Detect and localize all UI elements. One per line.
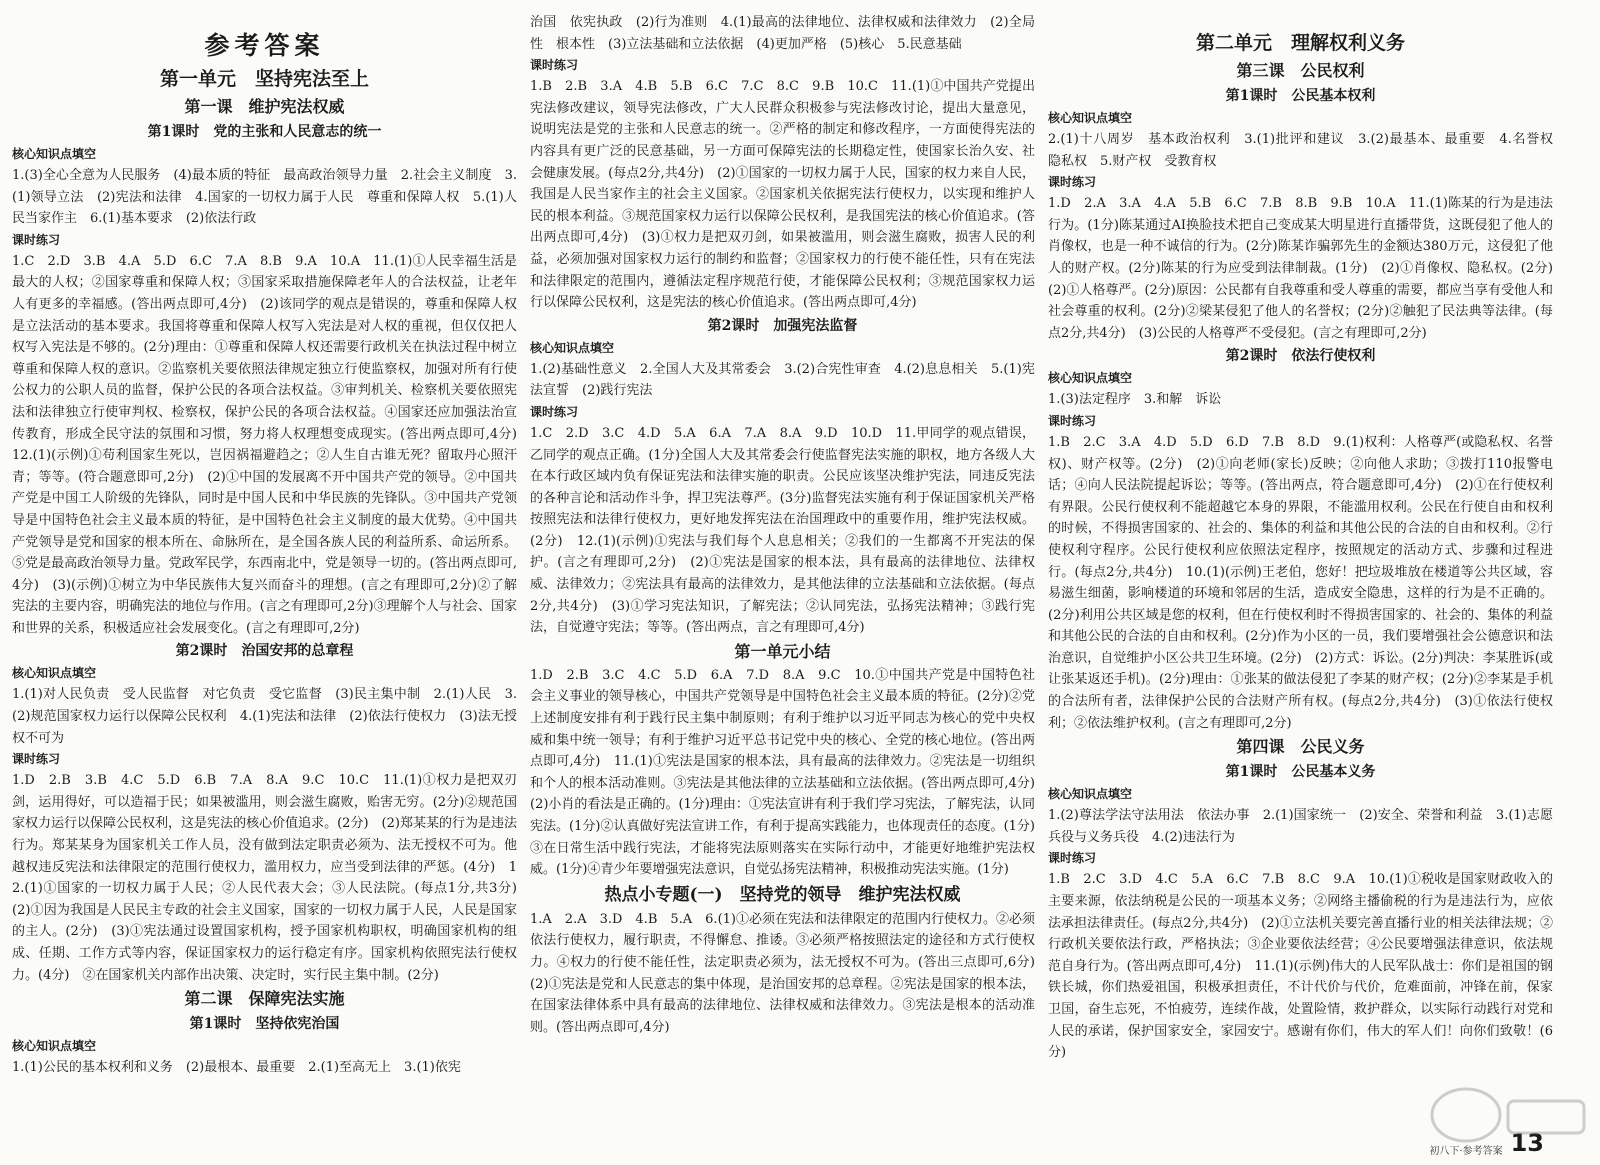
body-text: 1.B 2.C 3.D 4.C 5.A 6.C 7.B 8.C 9.A 10.(1)①税收是国家财政收入的主要来源，依法纳税是公民的一项基本义务；②网络主播偷税的行为是违法行为，应依法承担法律责任。(每点2分,共4分) (2)①立法机关要完善直播行业的相关法律法规；②行政机关要依法行政，严格执法；③企业要依法经营；④公民要增强法律意识，依法规范自身行为。(答出两点即可,4分) 11.(1)(示例)伟大的人民军队战士：你们是祖国的钢铁长城，你们热爱祖国，积极承担责任，不计代价与代价，危难面前，冲锋在前，保家卫国，奋生忘死，不怕疲劳，连续作战，处置险情，救护群众，以实际行动践行对党和人民的承诺，保护国家安全，家园安宁。感谢有你们，伟大的军人们！向你们致敬！(6分): [1048, 872, 1553, 1061]
section-label: 课时练习: [12, 232, 61, 247]
period-heading: 第2课时 治国安邦的总章程: [175, 643, 354, 660]
body-text: 1.B 2.B 3.A 4.B 5.B 6.C 7.C 8.C 9.B 10.C 11.(1)①中国共产党提出宪法修改建议，领导宪法修改，广大人民群众积极参与宪法修改讨论，提出大量意见，说明宪法是党的主张和人民意志的统一。②严格的制定和修改程序，一方面使得宪法的内容具有更广泛的民意基础，另一方面可保障宪法的长期稳定性，使国家长治久安、社会健康发展。(每点2分,共4分) (2)①国家的一切权力属于人民，国家的权力来自人民，我国是人民当家作主的社会主义国家。②国家机关依据宪法行使权力，以实现和维护人民的根本利益。③规范国家权力运行以保障公民权利，是我国宪法的核心价值追求。(答出两点即可,4分) (3)①权力是把双刃剑，如果被滥用，则会滋生腐败，损害人民的利益，必须加强对国家权力运行的制约和监督；②国家权力的行使不能任性，只有在宪法和法律限定的范围内，遵循法定程序规范行使，才能保障公民权利；③规范国家权力运行以保障公民权利，这是宪法的核心价值追求。(答出两点即可,4分): [530, 79, 1035, 311]
body-text: 1.D 2.B 3.C 4.C 5.D 6.A 7.D 8.A 9.C 10.①中国共产党是中国特色社会主义事业的领导核心，中国共产党领导是中国特色社会主义最本质的特征。(2分)②党上述制度安排有利于践行民主集中制原则；有利于维护以习近平同志为核心的党中央权威和集中统一领导；有利于维护习近平总书记党中央的核心、全党的核心地位。(答出两点即可,4分) 11.(1)①宪法是国家的根本法，具有最高的法律效力。②宪法是一切组织和个人的根本活动准则。③宪法是其他法律的立法基础和立法依据。(答出两点即可,4分) (2)小肖的看法是正确的。(1分)理由：①宪法宣讲有利于我们学习宪法，了解宪法，认同宪法。(1分)②认真做好宪法宣讲工作，有利于提高实践能力，也体现责任的态度。(1分)③在日常生活中践行宪法，才能将宪法原则落实在实际行动中，才能更好地维护宪法权威。(1分)④青少年要增强宪法意识，自觉弘扬宪法精神，积极推动宪法实施。(1分): [530, 667, 1049, 878]
section-label: 核心知识点填空: [1048, 371, 1133, 386]
special-topic-heading: 热点小专题(一) 坚持党的领导 维护宪法权威: [604, 884, 961, 905]
body-text: 1.(2)尊法学法守法用法 依法办事 2.(1)国家统一 (2)安全、荣誉和利益 3.(1)志愿兵役与义务兵役 4.(2)违法行为: [1048, 808, 1553, 845]
period-heading: 第1课时 党的主张和人民意志的统一: [147, 124, 382, 140]
section-label: 核心知识点填空: [1048, 787, 1133, 802]
answer-column-2: [530, 0, 1049, 1165]
section-label: 核心知识点填空: [12, 666, 97, 681]
period-heading: 第1课时 坚持依宪治国: [189, 1016, 340, 1033]
section-label: 核心知识点填空: [530, 340, 615, 355]
body-text: 1.A 2.A 3.D 4.B 5.A 6.(1)①必须在宪法和法律限定的范围内行使权力。②必须依法行使权力，履行职责，不得懈怠、推诿。③必须严格按照法定的途径和方式行使权力。④权力的行使不能任性，法定职责必须为，法无授权不可为。(答出三点即可,6分) (2)①宪法是党和人民意志的集中体现，是治国安邦的总章程。②宪法是国家的根本法，在国家法律体系中具有最高的法律地位、法律权威和法律效力。③宪法是根本的活动准则。(答出两点即可,4分): [530, 911, 1049, 1035]
answer-column-1: [12, 0, 531, 1165]
lesson-heading: 第二课 保障宪法实施: [184, 989, 345, 1009]
body-text: 1.D 2.B 3.B 4.C 5.D 6.B 7.A 8.A 9.C 10.C 11.(1)①权力是把双刃剑，运用得好，可以造福于民；如果被滥用，则会滋生腐败，贻害无穷。(2分)②规范国家权力运行以保障公民权利，这是宪法的核心价值追求。(2分) (2)郑某某的行为是违法行为。郑某某身为国家机关工作人员，没有做到法定职责必须为、法无授权不可为。他越权违反宪法和法律限定的范围行使权力，滥用权力，应当受到法律的严惩。(4分) 12.(1)①国家的一切权力属于人民；②人民代表大会；③人民法院。(每点1分,共3分) (2)①因为我国是人民民主专政的社会主义国家，国家的一切权力属于人民，人民是国家的主人。(2分) (3)①宪法通过设置国家机构，授予国家机构职权，明确国家机构的组成、任期、工作方式等内容，保证国家权力的运行稳定有序。国家机构依照宪法行使权力。(4分) ②在国家机关内部作出决策、决定时，实行民主集中制。(2分): [12, 773, 531, 983]
body-text: 1.(1)公民的基本权利和义务 (2)最根本、最重要 2.(1)至高无上 3.(1)依宪: [12, 1060, 461, 1076]
document-title: 参考答案: [204, 31, 325, 60]
body-text: 1.D 2.A 3.A 4.A 5.B 6.C 7.B 8.B 9.B 10.A 11.(1)陈某的行为是违法行为。(1分)陈某通过AI换脸技术把自己变成某大明星进行直播带货，这既侵犯了他人的肖像权，也是一种不诚信的行为。(2分)陈某诈骗郭先生的金额达380万元，这侵犯了他人的财产权。(2分)陈某的行为应受到法律制裁。(1分) (2)①肖像权、隐私权。(2分) (2)①人格尊严。(2分)原因：公民都有自我尊重和受人尊重的需要，都应当享有受他人和社会尊重的权利。(2分)②梁某侵犯了他人的名誉权；(2分)②触犯了民法典等法律。(每点2分,共4分) (3)公民的人格尊严不受侵犯。(言之有理即可,2分): [1048, 196, 1567, 341]
body-text: 1.B 2.C 3.A 4.D 5.D 6.D 7.B 8.D 9.(1)权利：人格尊严(或隐私权、名誉权)、财产权等。(2分) (2)①向老师(家长)反映；②向他人求助；③拨打110报警电话；④向人民法院提起诉讼；等等。(答出两点，符合题意即可,4分) (2)①在行使权利有界限。公民行使权利不能超越它本身的界限，不能滥用权利。公民在行使自由和权利的时候，不得损害国家的、社会的、集体的利益和其他公民的合法的自由和权利。②行使权利守程序。公民行使权利应依照法定程序，按照规定的活动方式、步骤和过程进行。(每点2分,共4分) 10.(1)(示例)王老伯，您好！把垃圾堆放在楼道等公共区域，容易滋生细菌，影响楼道的环境和邻居的生活，造成安全隐患，这样的行为是不正确的。(2分)利用公共区域是您的权利，但在行使权利时不得损害国家的、社会的、集体的利益和其他公民的合法的自由和权利。(2分)作为小区的一员，我们要增强社会公德意识和法治意识，自觉维护小区公共卫生环境。(2分) (2)方式：诉讼。(2分)判决：李某胜诉(或让张某返还手机)。(2分)理由：①张某的做法侵犯了李某的财产权；(2分)②李某是手机的合法所有者，法律保护公民的合法财产所有权。(每点2分,共4分) (3)①依法行使权利；②依法维护权利。(言之有理即可,2分): [1048, 434, 1553, 731]
lesson-heading: 第一单元小结: [734, 641, 831, 661]
body-text: 1.(2)基础性意义 2.全国人大及其常委会 3.(2)合宪性审查 4.(2)息息相关 5.(1)宪法宣誓 (2)践行宪法: [530, 361, 1035, 399]
section-label: 课时练习: [12, 752, 61, 767]
section-label: 课时练习: [1048, 851, 1097, 866]
section-label: 课时练习: [1048, 175, 1097, 190]
body-text: 1.C 2.D 3.B 4.A 5.D 6.C 7.A 8.B 9.A 10.A 11.(1)①人民幸福生活是最大的人权；②国家尊重和保障人权；③国家采取措施保障老年人的合法权益，让老年人有更多的幸福感。(答出两点即可,4分) (2)该同学的观点是错误的，尊重和保障人权是立法活动的基本要求。我国将尊重和保障人权写入宪法是对人权的重视，但仅仅把人权写入宪法是不够的。(2分)理由：①尊重和保障人权还需要行政机关在执法过程中树立尊重和保障人权的意识。②监察机关要依照法律规定独立行使监察权，加强对所有行使公权力的公职人员的监督，保护公民的各项合法权益。③审判机关、检察机关要依照宪法和法律独立行使审判权、检察权，保护公民的各项合法权益。④国家还应加强法治宣传教育，形成全民守法的氛围和习惯，努力将人权理想变成现实。(答出两点即可,4分) 12.(1)(示例)①苟利国家生死以，岂因祸福避趋之；②人生自古谁无死？留取丹心照汗青；等等。(符合题意即可,2分) (2)①中国的发展离不开中国共产党的领导。②中国共产党是中国工人阶级的先锋队，同时是中国人民和中华民族的先锋队。③中国共产党领导是中国特色社会主义最本质的特征，是中国特色社会主义制度的最大优势。④中国共产党领导是党和国家的根本所在、命脉所在，是全国各族人民的利益所系、命运所系。⑤党是最高政治领导力量。党政军民学，东西南北中，党是领导一切的。(答出两点即可,4分) (3)(示例)①树立为中华民族伟大复兴而奋斗的理想。(言之有理即可,2分)②了解宪法的主要内容，明确宪法的地位与作用。(言之有理即可,2分)③理解个人与社会、国家和世界的关系，积极适应社会发展变化。(言之有理即可,2分): [12, 253, 531, 636]
body-text: 1.(3)法定程序 3.和解 诉讼: [1048, 392, 1222, 408]
body-text: 1.(1)对人民负责 受人民监督 对它负责 受它监督 (3)民主集中制 2.(1)人民 3.(2)规范国家权力运行以保障公民权利 4.(1)宪法和法律 (2)依法行使权力 (3)法无授权不可为: [12, 687, 517, 746]
period-heading: 第1课时 公民基本义务: [1225, 764, 1376, 781]
period-heading: 第2课时 依法行使权利: [1225, 348, 1376, 365]
body-text: 1.(3)全心全意为人民服务 (4)最本质的特征 最高政治领导力量 2.社会主义制度 3.(1)领导立法 (2)宪法和法律 4.国家的一切权力属于人民 尊重和保障人权 5.(1)人民当家作主 6.(1)基本要求 (2)依法行政: [12, 168, 517, 227]
unit-heading: 第二单元 理解权利义务: [1195, 32, 1405, 54]
lesson-heading: 第四课 公民义务: [1236, 737, 1365, 757]
lesson-heading: 第一课 维护宪法权威: [184, 97, 345, 116]
body-text: 治国 依宪执政 (2)行为准则 4.(1)最高的法律地位、法律权威和法律效力 (2)全局性 根本性 (3)立法基础和立法依据 (4)更加严格 (5)核心 5.民意基础: [530, 15, 1035, 52]
footer-label: 初八下·参考答案: [1429, 1146, 1503, 1157]
period-heading: 第1课时 公民基本权利: [1225, 88, 1376, 104]
section-label: 课时练习: [530, 58, 579, 73]
lesson-heading: 第三课 公民权利: [1236, 61, 1365, 80]
watermark-stamp-icon: [1422, 1081, 1592, 1159]
section-label: 课时练习: [1048, 413, 1097, 428]
section-label: 课时练习: [530, 404, 579, 419]
unit-heading: 第一单元 坚持宪法至上: [159, 68, 369, 90]
section-label: 核心知识点填空: [12, 1039, 97, 1054]
answer-column-3: [1048, 0, 1567, 1165]
section-label: 核心知识点填空: [12, 147, 97, 161]
body-text: 2.(1)十八周岁 基本政治权利 3.(1)批评和建议 3.(2)最基本、最重要 4.名誉权 隐私权 5.财产权 受教育权: [1048, 132, 1567, 169]
body-text: 1.C 2.D 3.C 4.D 5.A 6.A 7.A 8.A 9.D 10.D 11.甲同学的观点错误，乙同学的观点正确。(1分)全国人大及其常委会行使监督宪法实施的职权，地方各级人大在本行政区域内负有保证宪法和法律实施的职责。公民应该坚决维护宪法，同违反宪法的各种言论和活动作斗争，捍卫宪法尊严。(3分)监督宪法实施有利于保证国家机关严格按照宪法和法律行使权力，更好地发挥宪法在治国理政中的重要作用，维护宪法权威。(2分) 12.(1)(示例)①宪法与我们每个人息息相关；②我们的一生都离不开宪法的保护。(言之有理即可,2分) (2)①宪法是国家的根本法，具有最高的法律地位、法律权威、法律效力；②宪法具有最高的法律效力，是其他法律的立法基础和立法依据。(每点2分,共4分) (3)①学习宪法知识，了解宪法；②认同宪法，弘扬宪法精神；③践行宪法，自觉遵守宪法；等等。(答出两点，言之有理即可,4分): [530, 425, 1035, 636]
period-heading: 第2课时 加强宪法监督: [707, 317, 858, 334]
page-number: 13: [1510, 1129, 1544, 1157]
section-label: 核心知识点填空: [1048, 111, 1133, 125]
